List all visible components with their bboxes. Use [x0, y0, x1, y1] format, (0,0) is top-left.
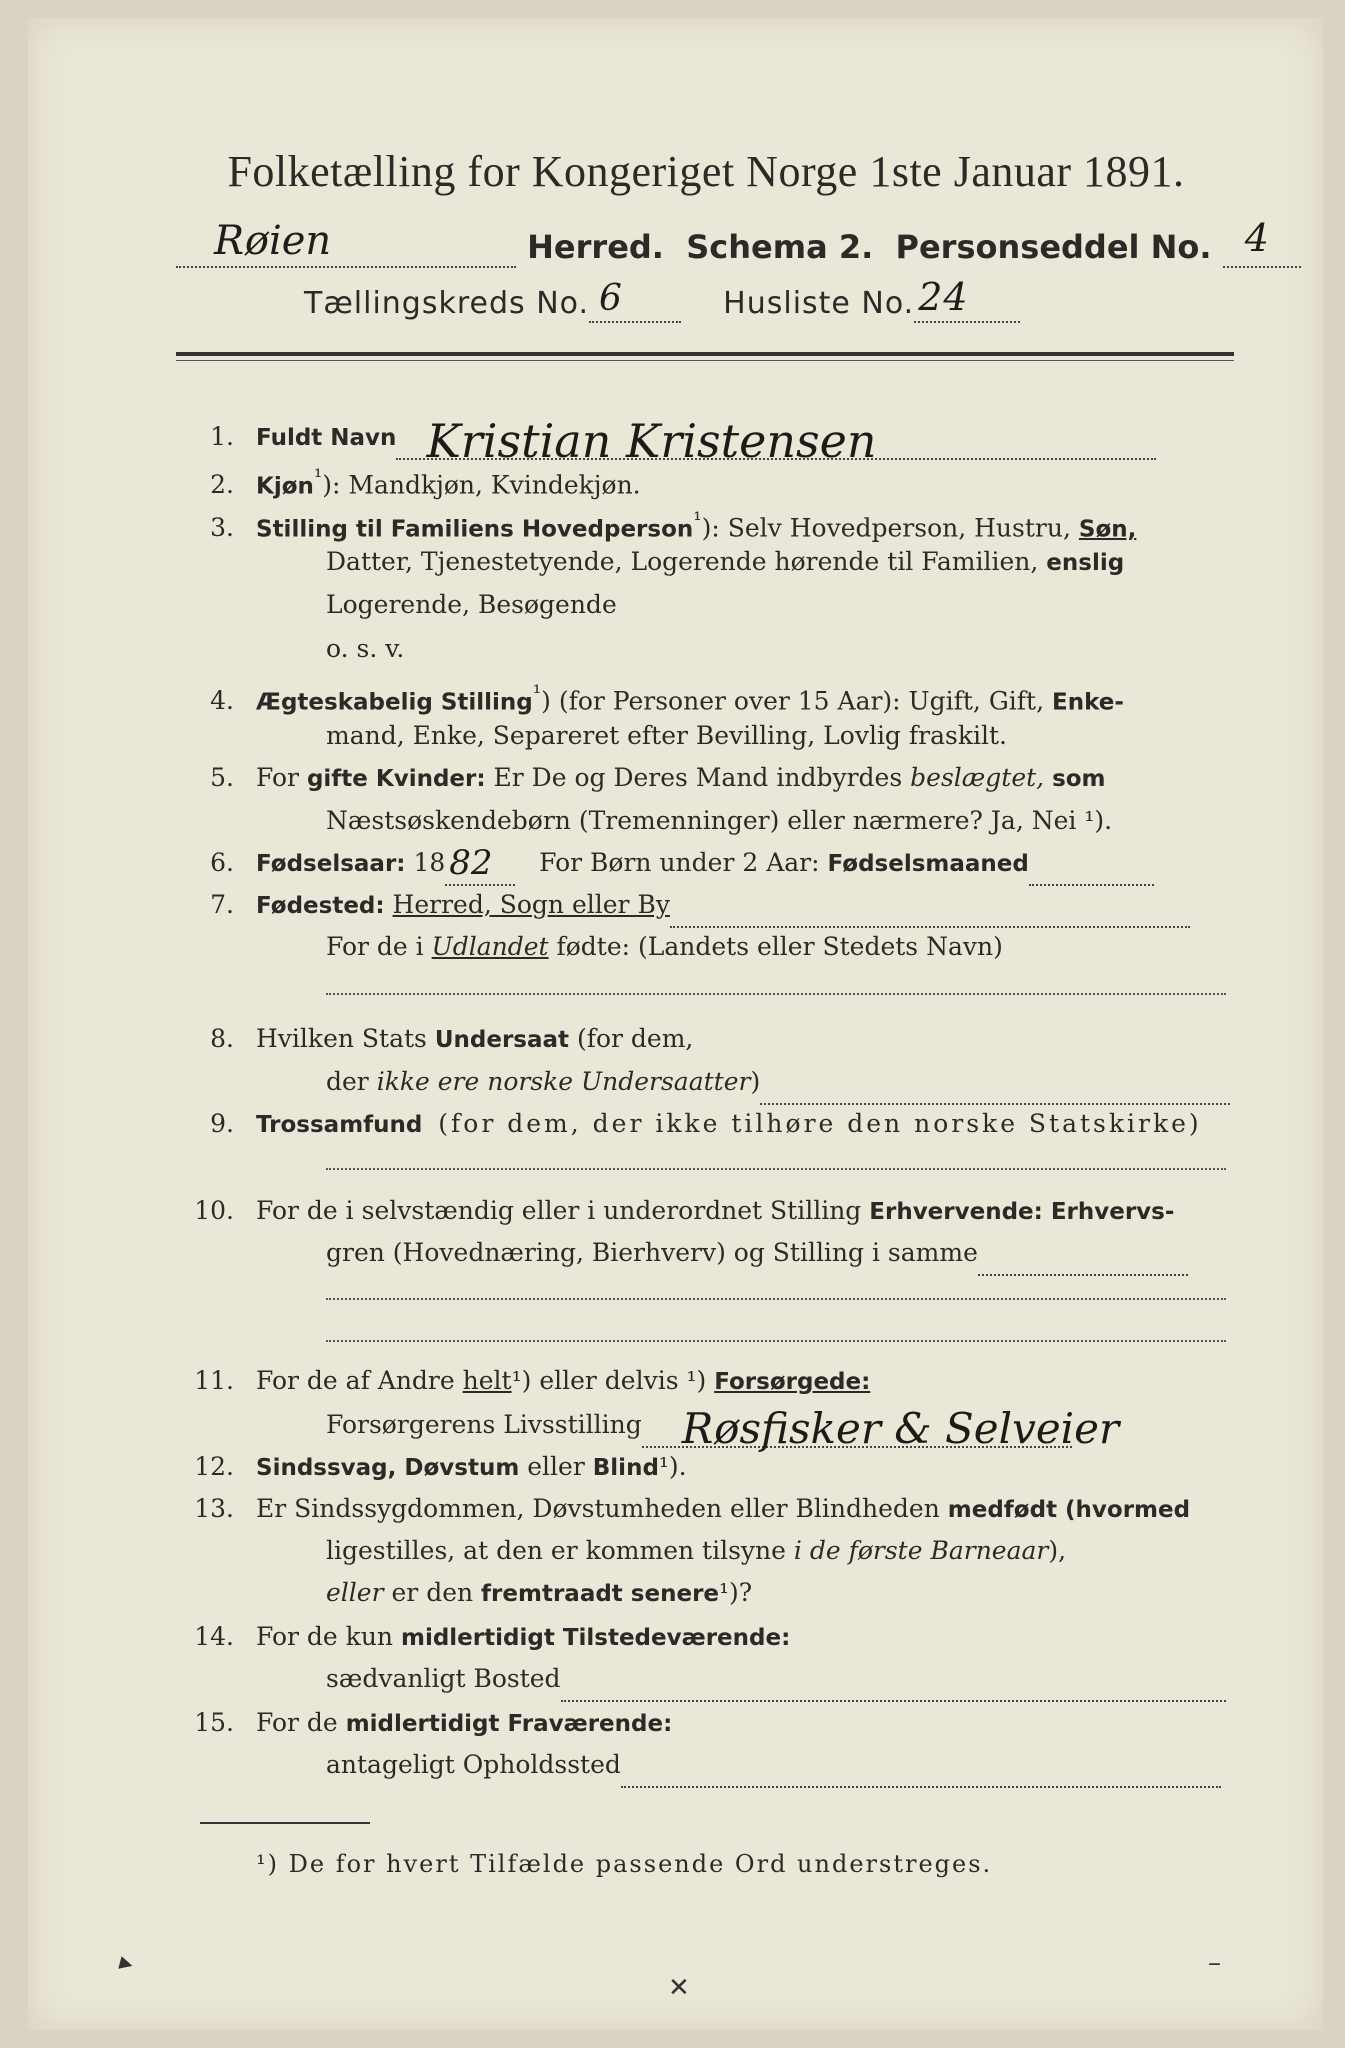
item-8-citizenship: 8. Hvilken Stats Undersaat (for dem,: [210, 1024, 694, 1053]
item-4-marital-status: 4. Ægteskabelig Stilling$^{^1}$) (for Personer over 15 Aar): Ugift, Gift, Enke-: [210, 681, 1124, 716]
header-line-1: [176, 216, 1301, 268]
pencil-mark-icon: ✕: [668, 1973, 690, 2003]
item-15-temporary-absent: 15. For de midlertidigt Fraværende:: [194, 1708, 673, 1737]
item-9-religion: 9. Trossamfund (for dem, der ikke tilhøre den norske Statskirke): [210, 1109, 1202, 1138]
pencil-mark-icon: ▸: [116, 1946, 137, 1980]
schema-label: Schema 2.: [686, 228, 874, 266]
personseddel-label: Personseddel No.: [895, 228, 1212, 266]
footnote-rule: [200, 1822, 370, 1824]
birth-year-value: 82: [449, 843, 493, 883]
item-6-birth-year: 6. Fødselsaar: 18 82 For Børn under 2 Aar: Fødselsmaaned: [176, 842, 1236, 886]
kreds-value: 6: [599, 278, 623, 319]
item-1-full-name: 1. Fuldt Navn Kristian Kristensen: [176, 416, 1236, 460]
header-rule-thin: [176, 360, 1234, 361]
full-name-label: Fuldt Navn: [256, 425, 397, 451]
item-11-supported: 11. For de af Andre helt¹) eller delvis ¹) Forsørgede:: [194, 1366, 871, 1395]
provider-occupation-value: Røsfisker & Selveier: [681, 1404, 1120, 1453]
pencil-mark-icon: –: [1208, 1948, 1221, 1978]
son-underlined: Søn,: [1078, 516, 1137, 543]
herred-label: Herred.: [527, 228, 664, 266]
item-3-family-position: 3. Stilling til Familiens Hovedperson$^{^1}$): Selv Hovedperson, Hustru, Søn,: [210, 508, 1137, 543]
item-14-temporary-present: 14. For de kun midlertidigt Tilstedeværende:: [194, 1622, 791, 1651]
item-2-sex: 2. Kjøn$^{^1}$): Mandkjøn, Kvindekjøn.: [210, 465, 641, 500]
item-13-congenital: 13. Er Sindssygdommen, Døvstumheden eller Blindheden medfødt (hvormed: [194, 1494, 1191, 1523]
full-name-value: Kristian Kristensen: [426, 414, 877, 468]
husliste-value: 24: [918, 275, 969, 319]
header-rule: [176, 352, 1234, 356]
header-line-2: [304, 275, 1020, 323]
form-title: Folketælling for Kongeriget Norge 1ste Januar 1891.: [227, 147, 1185, 196]
personseddel-value: 4: [1244, 216, 1269, 260]
footnote: ¹) De for hvert Tilfælde passende Ord understreges.: [256, 1850, 993, 1878]
husliste-label: Husliste No.: [723, 286, 915, 321]
item-10-occupation: 10. For de i selvstændig eller i underordnet Stilling Erhvervende: Erhvervs-: [194, 1196, 1175, 1225]
census-form: Folketælling for Kongeriget Norge 1ste Januar 1891. Røien Herred. Schema 2. Personseddel No. 4 Tællingskreds No. 6 Husliste No. 24 1. Fuldt Navn Kristian Kristensen 2. Kjøn$^{^1}$): Mandkjøn, Kvindekjøn. 3. Stilling til Familiens Hovedperson$^{^1}$): Selv Hovedperson, Hustru, Søn, Datter, Tjenestetyende, Logerende hørende til Familien, enslig Logerende, Besøgende o. s. v. 4. Ægteskabelig Stilling$^{^1}$) (for Personer over 15 Aar): Ugift, Gift, Enke- mand, Enke, Separeret efter Bevilling, Lovlig fraskilt. 5. For gifte Kvinder: Er De og Deres Mand indbyrdes beslægtet, som Næstsøskendebørn (Tremenninger) eller nærmere? Ja, Nei ¹). 6. Fødselsaar: 18 82 For Børn under 2 Aar: Fødselsmaaned 7. Fødested: Herred, Sogn eller By For de i Udlandet fødte: (Landets eller Stedets Navn) 8. Hvilken Stats Undersaat (for dem, der ikke ere norske Undersaatter) 9. Trossamfund (for dem, der ikke tilhøre den norske Statskirke) 10. For de i selvstændig eller i underordnet Stilling Erhvervende: Erhvervs- gren (Hovednæring, Bierhverv) og Stilling i samme 11. For de af Andre helt¹) eller delvis ¹) Forsørgede: Forsørgerens Livsstilling Røsfisker & Selveier 12. Sindssvag, Døvstum eller Blind¹). 13. Er Sindssygdommen, Døvstumheden eller Blindheden medfødt (hvormed ligestilles, at den er kommen tilsyne i de første Barneaar), eller er den fremtraadt senere¹)? 14. For de kun midlertidigt Tilstedeværende: sædvanligt Bosted 15. For de midlertidigt Fraværende: antageligt Opholdssted ¹) De for hvert Tilfælde passende Ord understreges. ▸ ✕ –: [28, 18, 1323, 2030]
kreds-label: Tællingskreds No.: [304, 286, 589, 321]
herred-value: Røien: [214, 218, 332, 264]
item-5-married-women: 5. For gifte Kvinder: Er De og Deres Mand indbyrdes beslægtet, som: [210, 763, 1106, 792]
item-12-disability: 12. Sindssvag, Døvstum eller Blind¹).: [194, 1452, 687, 1481]
item-7-birthplace: 7. Fødested: Herred, Sogn eller By: [176, 884, 1236, 928]
